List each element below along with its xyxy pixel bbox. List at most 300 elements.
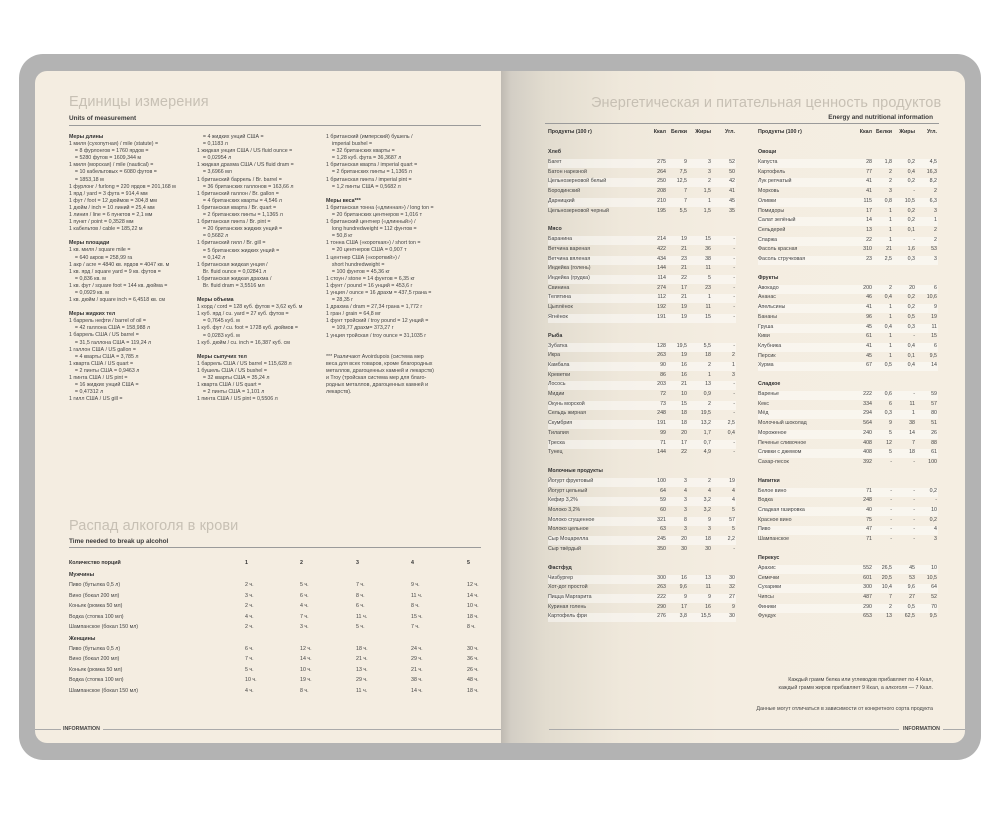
- nutrition-value: 275: [657, 159, 666, 165]
- nutrition-value: 1,8: [884, 159, 892, 165]
- unit-line: 1 миля (сухопутная) / mile (statute) =: [69, 141, 159, 148]
- nutrition-value: 60: [660, 507, 666, 513]
- nutrition-value: 1: [889, 304, 892, 311]
- nutrition-value: 9: [684, 593, 687, 600]
- unit-line: 1 гран / grain = 64,8 мг: [326, 311, 381, 318]
- alcohol-row: [69, 614, 481, 623]
- nutrition-value: 35: [729, 207, 735, 214]
- nutrition-row: [548, 343, 736, 352]
- nutrition-product: Сливки с джемом: [758, 449, 802, 456]
- nutrition-value: 17: [866, 207, 872, 214]
- nutrition-row: [758, 459, 938, 468]
- nutrition-value: 422: [657, 245, 666, 252]
- nutrition-product: Помидоры: [758, 207, 785, 214]
- alcohol-header-col: 2: [300, 560, 303, 566]
- nutrition-row: [548, 478, 736, 487]
- nutrition-value: 0,2: [907, 304, 915, 311]
- unit-line: 1 галлон США / US gallon =: [69, 346, 136, 353]
- nutrition-value: 3: [708, 526, 711, 533]
- nutrition-value: 11: [705, 265, 711, 272]
- unit-group-heading: Меры длины: [69, 134, 104, 140]
- nutrition-row: [548, 391, 736, 400]
- nutrition-value: 14: [909, 429, 915, 436]
- nutrition-value: 7,5: [679, 168, 687, 175]
- alcohol-row: [69, 688, 481, 697]
- alcohol-hours: 14 ч.: [467, 592, 479, 599]
- nutrition-value: 2: [934, 188, 937, 195]
- nutrition-note-2: каждый грамм жиров прибавляет 9 Ккал, а алкоголя — 7 Ккал.: [778, 685, 933, 691]
- alcohol-hours: 6 ч.: [356, 603, 365, 609]
- alcohol-hours: 19 ч.: [300, 677, 312, 683]
- nutrition-product: Фасоль стручковая: [758, 256, 806, 262]
- nutrition-group-heading: Напитки: [758, 477, 780, 484]
- nutrition-value: -: [913, 236, 915, 243]
- nutrition-value: 0,9: [703, 391, 711, 397]
- unit-line: 1 унция тройская / troy ounce = 31,1035 г: [326, 332, 427, 339]
- unit-line: = 42 галлона США = 158,988 л: [69, 325, 151, 332]
- alcohol-hours: 48 ч.: [467, 677, 479, 683]
- unit-line: 1 баррель США / US barrel =: [69, 332, 139, 339]
- nutrition-row: [548, 381, 736, 390]
- nutrition-value: 2: [889, 603, 892, 610]
- nutrition-value: 12: [886, 439, 892, 446]
- unit-line: = 8 фурлонгов = 1760 ярдов =: [69, 148, 149, 155]
- nutrition-product: Сельдерей: [758, 226, 786, 233]
- alcohol-header-col: 1: [245, 560, 248, 566]
- nutrition-value: 0,2: [907, 217, 915, 224]
- unit-line: 1 кварта США / US quart =: [197, 382, 262, 389]
- nutrition-product: Йогурт цельный: [548, 487, 588, 494]
- nutrition-value: -: [733, 236, 735, 243]
- unit-line: 1 кв. дюйм / square inch = 6,4518 кв. см: [69, 297, 166, 304]
- unit-line: 1 британский баррель / Br. barrel =: [197, 176, 282, 183]
- nutrition-value: 1: [889, 236, 892, 243]
- alcohol-hours: 29 ч.: [411, 656, 423, 662]
- nutrition-value: 2,2: [727, 536, 735, 543]
- nutrition-value: 19,5: [676, 342, 687, 349]
- nutrition-row: [758, 343, 938, 352]
- unit-line: 1 фунт / pound = 16 унций = 453,6 г: [326, 282, 413, 289]
- unit-line: металлов, драгоценных камней и лекарств): [326, 367, 434, 374]
- nutrition-value: -: [733, 381, 735, 388]
- nutrition-value: 30: [705, 545, 711, 552]
- unit-line: 1 бушель США / US bushel =: [197, 367, 267, 374]
- nutrition-value: 300: [657, 574, 666, 581]
- nutrition-product: Груша: [758, 323, 774, 330]
- unit-group-heading: Меры объема: [197, 297, 234, 304]
- nutrition-row: [758, 584, 938, 593]
- nutrition-product: Бананы: [758, 313, 778, 320]
- nutrition-value: 45: [866, 323, 872, 330]
- nutrition-value: 3: [934, 256, 937, 262]
- nutrition-value: 6: [889, 400, 892, 407]
- nutrition-value: 10,5: [904, 197, 915, 204]
- nutrition-value: 2,5: [884, 256, 892, 262]
- unit-spacer: [326, 191, 434, 198]
- nutrition-value: -: [913, 507, 915, 513]
- nutrition-product: Капуста: [758, 159, 778, 165]
- alcohol-header-row: [69, 560, 481, 569]
- nutrition-row: [758, 604, 938, 613]
- left-page: [35, 71, 501, 743]
- nutrition-value: -: [890, 507, 892, 513]
- nutrition-value: 128: [657, 342, 666, 349]
- nutrition-value: 11: [705, 304, 711, 311]
- nutrition-product: Скумбрия: [548, 420, 573, 427]
- alcohol-row: [69, 656, 481, 665]
- nutrition-product: Зубатка: [548, 342, 568, 349]
- nutrition-value: 21: [681, 265, 687, 272]
- alcohol-hours: 2 ч.: [245, 603, 254, 609]
- nutrition-value: 10,4: [881, 584, 892, 591]
- units-subtitle: Units of measurement: [69, 115, 137, 122]
- nutrition-product: Картофель: [758, 168, 786, 175]
- nutrition-value: 191: [657, 420, 666, 427]
- unit-line: = 36 британских галлонов = 163,66 л: [197, 183, 294, 190]
- alcohol-hours: 21 ч.: [356, 656, 368, 662]
- alcohol-group-row: [69, 636, 481, 645]
- nutrition-value: -: [733, 294, 735, 301]
- alcohol-hours: 11 ч.: [356, 687, 368, 694]
- nutrition-value: 392: [863, 458, 872, 465]
- nutrition-group-row: [548, 226, 736, 235]
- nutrition-value: 19: [681, 352, 687, 359]
- alcohol-drink-label: Коньяк (рюмка 50 мл): [69, 666, 123, 673]
- nutrition-value: 0,5: [907, 313, 915, 320]
- nutrition-value: 38: [909, 420, 915, 427]
- nutrition-value: 11: [931, 323, 937, 330]
- nutrition-product: Лук репчатый: [758, 178, 792, 185]
- nutrition-value: 16,3: [926, 168, 937, 175]
- nutrition-product: Мёд: [758, 410, 769, 417]
- nutrition-product: Чизбургер: [548, 574, 574, 581]
- nutrition-row: [758, 285, 938, 294]
- nutrition-value: 0,2: [929, 516, 937, 523]
- units-column-3: [326, 134, 434, 396]
- nutrition-value: 71: [866, 487, 872, 494]
- nutrition-value: 408: [863, 439, 872, 446]
- nutrition-product: Индейка (голень): [548, 265, 591, 272]
- nutrition-rule: [545, 123, 939, 124]
- unit-line: = 0,0929 кв. м: [69, 289, 109, 296]
- nutrition-value: 14: [866, 217, 872, 224]
- footer-rule-right-a: [549, 729, 899, 730]
- nutrition-product: Сыр твёрдый: [548, 545, 581, 552]
- alcohol-hours: 9 ч.: [411, 582, 420, 588]
- nutrition-value: 45: [729, 197, 735, 204]
- nutrition-value: 9: [708, 516, 711, 523]
- nutrition-row: [758, 333, 938, 342]
- nutrition-value: -: [890, 536, 892, 543]
- nutrition-value: 75: [866, 516, 872, 523]
- nutrition-value: 0,8: [884, 197, 892, 204]
- nutrition-value: 15: [705, 236, 711, 243]
- nutrition-row: [758, 314, 938, 323]
- nutrition-value: -: [733, 313, 735, 320]
- nutrition-value: 80: [931, 410, 937, 417]
- alcohol-hours: 18 ч.: [356, 645, 368, 652]
- nutrition-value: 3: [934, 536, 937, 543]
- nutrition-product: Молочный шоколад: [758, 420, 807, 427]
- alcohol-drink-label: Шампанское (бокал 150 мл): [69, 624, 139, 630]
- nutrition-product: Сельдь жирная: [548, 410, 586, 417]
- unit-line: = 28,35 г: [326, 297, 354, 304]
- unit-line: = 2 пинты США = 1,101 л: [197, 389, 265, 396]
- nutrition-value: -: [733, 449, 735, 456]
- unit-line: = 31,5 галлона США = 119,24 л: [69, 339, 152, 346]
- nutrition-header-col: Угл.: [724, 129, 735, 135]
- nutrition-product: Камбала: [548, 361, 570, 368]
- nutrition-header-product: Продукты (100 г): [548, 129, 592, 135]
- nutrition-value: 41: [866, 342, 872, 349]
- nutrition-product: Салат зелёный: [758, 217, 796, 224]
- nutrition-row: [758, 246, 938, 255]
- nutrition-value: 5,5: [703, 342, 711, 349]
- nutrition-value: 9,6: [907, 584, 915, 591]
- nutrition-value: 20: [681, 536, 687, 543]
- nutrition-row: [548, 420, 736, 429]
- alcohol-hours: 7 ч.: [356, 582, 365, 588]
- nutrition-product: Фундук: [758, 613, 776, 620]
- alcohol-drink-label: Водка (стопка 100 мл): [69, 677, 124, 683]
- unit-line: 1 фунт тройский / troy pound = 12 унций =: [326, 318, 429, 325]
- unit-line: 1 акр / acre = 4840 кв. ярдов = 4047 кв. м: [69, 261, 170, 268]
- nutrition-product: Хот-дог простой: [548, 584, 588, 591]
- nutrition-row: [548, 178, 736, 187]
- alcohol-drink-label: Пиво (бутылка 0,5 л): [69, 645, 121, 652]
- alcohol-hours: 2 ч.: [245, 624, 254, 630]
- nutrition-value: 248: [863, 497, 872, 504]
- alcohol-drink-label: Пиво (бутылка 0,5 л): [69, 582, 121, 588]
- nutrition-value: 4: [732, 497, 735, 504]
- alcohol-drink-label: Коньяк (рюмка 50 мл): [69, 603, 123, 609]
- unit-line: = 1853,18 м: [69, 176, 104, 183]
- nutrition-value: 300: [863, 584, 872, 591]
- unit-line: = 1,28 куб. фута = 36,3687 л: [326, 155, 402, 162]
- alcohol-drink-label: Шампанское (бокал 150 мл): [69, 687, 139, 694]
- nutrition-value: 222: [863, 391, 872, 397]
- nutrition-product: Семечки: [758, 574, 780, 581]
- nutrition-value: 3: [684, 526, 687, 533]
- nutrition-value: -: [733, 275, 735, 281]
- alcohol-hours: 13 ч.: [356, 666, 368, 673]
- nutrition-value: 3,2: [703, 497, 711, 504]
- nutrition-header-product: Продукты (100 г): [758, 129, 802, 135]
- nutrition-group-row: [548, 468, 736, 477]
- nutrition-row: [758, 178, 938, 187]
- nutrition-row: [758, 227, 938, 236]
- nutrition-value: 192: [657, 304, 666, 311]
- units-title: Единицы измерения: [69, 94, 209, 110]
- nutrition-product: Морковь: [758, 188, 780, 195]
- nutrition-value: -: [733, 391, 735, 397]
- nutrition-product: Красное вино: [758, 516, 792, 523]
- alcohol-rule: [69, 547, 481, 548]
- nutrition-value: 16: [681, 371, 687, 378]
- nutrition-value: 9: [934, 304, 937, 311]
- nutrition-value: 115: [863, 197, 872, 204]
- nutrition-value: 144: [657, 449, 666, 456]
- nutrition-row: [548, 410, 736, 419]
- unit-line: = 50,8 кг: [326, 233, 353, 240]
- nutrition-product: Ветчина вяленая: [548, 255, 591, 262]
- unit-line: = 32 кварты США = 35,24 л: [197, 375, 270, 381]
- nutrition-group-heading: Перекус: [758, 554, 780, 561]
- nutrition-value: 88: [931, 439, 937, 446]
- nutrition-group-heading: Фрукты: [758, 274, 779, 281]
- nutrition-value: -: [733, 304, 735, 311]
- nutrition-value: 64: [931, 584, 937, 591]
- nutrition-product: Сахар-песок: [758, 458, 789, 465]
- nutrition-header-col: Белки: [875, 129, 892, 135]
- nutrition-row: [548, 246, 736, 255]
- nutrition-value: 0,2: [929, 487, 937, 494]
- nutrition-group-heading: Мясо: [548, 226, 562, 233]
- nutrition-product: Пиво: [758, 526, 771, 533]
- nutrition-value: 250: [657, 178, 666, 185]
- alcohol-hours: 7 ч.: [245, 656, 254, 662]
- unit-line: 1 куб. фут / cu. foot = 1728 куб. дюймов =: [197, 325, 298, 332]
- nutrition-row: [548, 304, 736, 313]
- nutrition-value: -: [733, 255, 735, 262]
- unit-line: = 0,1183 л: [197, 141, 228, 148]
- nutrition-value: 0,1: [907, 226, 915, 233]
- nutrition-value: 15: [681, 400, 687, 407]
- nutrition-value: 4: [684, 487, 687, 494]
- unit-line: = 20 центнеров США = 0,907 т: [326, 247, 407, 254]
- nutrition-value: 26,5: [881, 564, 892, 571]
- nutrition-value: 0,4: [907, 342, 915, 349]
- nutrition-group-heading: Молочные продукты: [548, 467, 603, 474]
- nutrition-value: 10,6: [926, 294, 937, 301]
- nutrition-value: 22: [681, 449, 687, 456]
- nutrition-row: [758, 353, 938, 362]
- nutrition-value: 294: [863, 410, 872, 417]
- nutrition-value: 2: [889, 168, 892, 175]
- nutrition-row: [758, 449, 938, 458]
- nutrition-value: 9: [708, 593, 711, 600]
- nutrition-product: Фасоль красная: [758, 246, 798, 253]
- nutrition-row: [758, 401, 938, 410]
- unit-line: лекарств).: [326, 389, 352, 396]
- nutrition-value: 1: [889, 217, 892, 224]
- nutrition-value: 61: [931, 449, 937, 456]
- unit-line: 1 пункт / point = 0,3528 мм: [69, 219, 134, 226]
- alcohol-hours: 4 ч.: [245, 687, 254, 694]
- unit-line: = 0,47312 л: [69, 389, 104, 396]
- nutrition-product: Цыплёнок: [548, 304, 573, 311]
- alcohol-hours: 8 ч.: [356, 592, 365, 599]
- nutrition-group-row: [758, 555, 938, 564]
- nutrition-value: 321: [657, 516, 666, 523]
- nutrition-product: Икра: [548, 352, 561, 359]
- nutrition-product: Креветки: [548, 371, 571, 378]
- nutrition-product: Молоко цельное: [548, 526, 589, 533]
- alcohol-table: [69, 560, 481, 710]
- nutrition-product: Авокадо: [758, 284, 779, 291]
- nutrition-title: Энергетическая и питательная ценность продуктов: [591, 95, 942, 111]
- nutrition-value: 245: [657, 536, 666, 543]
- alcohol-row: [69, 667, 481, 676]
- alcohol-hours: 8 ч.: [467, 624, 476, 630]
- units-column-1: [69, 134, 176, 403]
- nutrition-value: 17: [681, 284, 687, 291]
- unit-line: = 0,5682 л: [197, 233, 229, 240]
- nutrition-value: 0,5: [884, 362, 892, 369]
- nutrition-value: 46: [866, 294, 872, 301]
- unit-line: 1 пинта США / US pint = 0,5506 л: [197, 396, 278, 403]
- alcohol-group-row: [69, 572, 481, 581]
- nutrition-product: Пицца Маргарита: [548, 593, 592, 600]
- nutrition-row: [758, 488, 938, 497]
- nutrition-row: [758, 188, 938, 197]
- nutrition-value: 71: [660, 439, 666, 446]
- nutrition-value: 28: [866, 159, 872, 165]
- alcohol-hours: 3 ч.: [300, 624, 309, 630]
- unit-group-heading: Меры веса***: [326, 197, 361, 204]
- nutrition-value: -: [890, 487, 892, 494]
- nutrition-row: [548, 372, 736, 381]
- nutrition-value: 27: [909, 593, 915, 600]
- nutrition-value: 19: [931, 313, 937, 320]
- nutrition-row: [758, 237, 938, 246]
- unit-line: = 4 жидких унций США =: [197, 134, 264, 140]
- nutrition-value: 41: [866, 188, 872, 195]
- unit-line: 1 жидкая унция США / US fluid ounce =: [197, 148, 293, 155]
- nutrition-product: Лосось: [548, 381, 566, 388]
- alcohol-group-heading: Мужчины: [69, 572, 95, 578]
- nutrition-product: Оливки: [758, 197, 777, 204]
- nutrition-value: 99: [660, 429, 666, 436]
- unit-line: 1 стоун / stone = 14 фунтов = 6,35 кг: [326, 275, 415, 282]
- nutrition-value: 18: [705, 352, 711, 359]
- nutrition-value: 1: [889, 352, 892, 359]
- nutrition-row: [758, 430, 938, 439]
- nutrition-value: -: [913, 497, 915, 504]
- nutrition-group-row: [548, 333, 736, 342]
- nutrition-value: 4,5: [929, 159, 937, 165]
- nutrition-value: 290: [863, 603, 872, 610]
- nutrition-group-heading: Овощи: [758, 149, 777, 155]
- nutrition-value: 8,2: [929, 178, 937, 185]
- nutrition-value: 4,9: [703, 449, 711, 456]
- unit-line: 1 британский галлон / Br. gallon =: [197, 190, 279, 197]
- nutrition-value: -: [913, 333, 915, 340]
- nutrition-row: [758, 208, 938, 217]
- nutrition-value: 0,4: [884, 294, 892, 301]
- unit-line: 1 унция / ounce = 16 драхм = 437,5 грана =: [326, 289, 432, 296]
- nutrition-product: Шампанское: [758, 536, 790, 543]
- nutrition-value: 30: [681, 545, 687, 552]
- nutrition-value: 38: [705, 255, 711, 262]
- nutrition-row: [758, 575, 938, 584]
- nutrition-product: Хурма: [758, 362, 774, 369]
- alcohol-hours: 7 ч.: [411, 624, 420, 630]
- nutrition-value: 64: [660, 487, 666, 494]
- nutrition-value: 264: [657, 168, 666, 175]
- alcohol-hours: 6 ч.: [300, 592, 309, 599]
- nutrition-value: 0,2: [907, 207, 915, 214]
- unit-spacer: [326, 347, 434, 354]
- nutrition-row: [758, 324, 938, 333]
- nutrition-value: 19: [681, 313, 687, 320]
- nutrition-header-col: Жиры: [695, 129, 711, 135]
- alcohol-hours: 2 ч.: [245, 582, 254, 588]
- nutrition-value: 0,1: [907, 352, 915, 359]
- unit-line: = 32 британских кварты =: [326, 148, 395, 155]
- nutrition-value: 263: [657, 352, 666, 359]
- unit-line: 1 кварта США / US quart =: [69, 360, 134, 367]
